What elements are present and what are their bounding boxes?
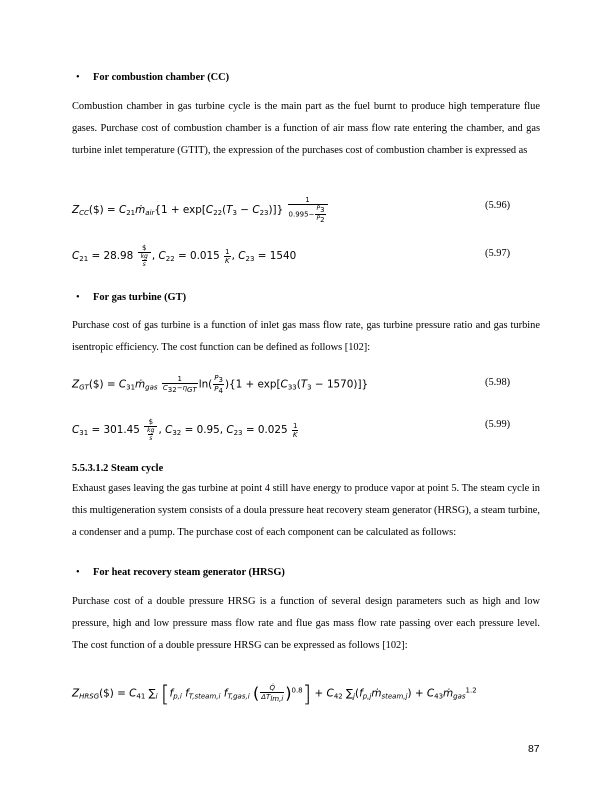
bullet-dot: •: [76, 72, 80, 83]
steam-cycle-heading: 5.5.3.1.2 Steam cycle: [72, 463, 164, 474]
c23-value: 1540: [269, 250, 297, 262]
bullet-dot: •: [76, 292, 80, 303]
bullet-dot: •: [76, 567, 80, 578]
c22-value: 0.015: [189, 250, 220, 262]
c23b-value: 0.025: [257, 424, 288, 436]
equation-number-5-96: (5.96): [485, 200, 511, 211]
steam-paragraph: Exhaust gases leaving the gas turbine at point 4 still have energy to produce vapor at point 5. The steam cycle in this multigeneration system consists of a doula pressure heat recovery steam generator (HRSG), a steam turbine, a condenser and a pump. The purchase cost of each component can be calculated as follows:: [72, 483, 540, 538]
equation-5-97: $C_{21} = 28.98$ $\frac{\$}{\frac{kg}{s}}$ , $C_{22} = 0.015$ $\frac{1}{K}$ , $C_{23} = 1540$: [72, 244, 297, 268]
page-number: 87: [528, 744, 540, 755]
equation-hrsg: $Z_{HRSG}(\$) = C_{41}$ $\sum_i$ [$f_{p,i}$ $f_{T,steam,i}$ $f_{T,gas,i}$ ( $\frac{Q̇}{\Delta T_{lm,i}}$ )$^{0.8}] + C_{42}$ $\sum_j(f_{p,j}ṁ_{steam,j})$ + $C_{43}ṁ_{gas}^{1.2}$: [72, 682, 477, 708]
equation-number-5-97: (5.97): [485, 248, 511, 259]
equation-number-5-98: (5.98): [485, 377, 511, 388]
equation-5-96: $Z_{CC}(\$)$ = $C_{21}ṁ_{air}\{1 + \exp[C_{22}(T_3 - C_{23})]\}$ 1 0.995− $\frac{P_3}{P_2}$: [72, 196, 329, 224]
gt-heading-text: For gas turbine (GT): [93, 292, 187, 303]
cc-heading-text: For combustion chamber (CC): [93, 72, 230, 83]
equation-number-5-99: (5.99): [485, 419, 511, 430]
hrsg-paragraph: Purchase cost of a double pressure HRSG is a function of several design parameters such as high and low pressure, high and low pressure mass flow rate and flue gas mass flow rate passing over each pressure level. The cost function of a double pressure HRSG can be expressed as follows [102]:: [72, 596, 540, 652]
equation-5-99: $C_{31} = 301.45$ $\frac{\$}{\frac{kg}{s}}$ , $C_{32} = 0.95$, $C_{23} = 0.025$ $\frac{1}{K}$: [72, 418, 298, 442]
c21-value: 28.98: [103, 250, 134, 262]
bullet-heading-hrsg: [76, 567, 285, 578]
c31-value: 301.45: [103, 424, 140, 436]
hrsg-exponent: 0.8: [291, 686, 303, 695]
cc-paragraph: Combustion chamber in gas turbine cycle is the main part as the fuel burnt to produce high temperature flue gases. Purchase cost of combustion chamber is a function of air mass flow rate entering the chamber, and gas turbine inlet temperature (GTIT), the expression of the purchases cost of combustion chamber is expressed as: [72, 101, 540, 157]
hrsg-heading-text: For heat recovery steam generator (HRSG): [93, 567, 285, 578]
gt-paragraph: Purchase cost of gas turbine is a function of inlet gas mass flow rate, gas turbine pressure ratio and gas turbine isentropic efficiency. The cost function can be defined as follows [102]:: [72, 320, 540, 354]
bullet-heading-cc: [76, 72, 229, 83]
equation-5-98: $Z_{GT}(\$)$ = $C_{31}ṁ_{gas}$ $\frac{1}{C_{32}-\eta_{GT}}$ ln( $\frac{P_3}{P_4}$ )$\{1 + \exp[C_{33}(T_3 - 1570)]\}$: [72, 374, 369, 395]
bullet-heading-gt: [76, 292, 186, 303]
gt-temp-value: 1570: [326, 378, 354, 391]
c32-value: 0.95: [196, 424, 220, 436]
hrsg-gas-exponent: 1.2: [465, 686, 477, 695]
cc-denominator-value: 0.995: [288, 210, 309, 219]
